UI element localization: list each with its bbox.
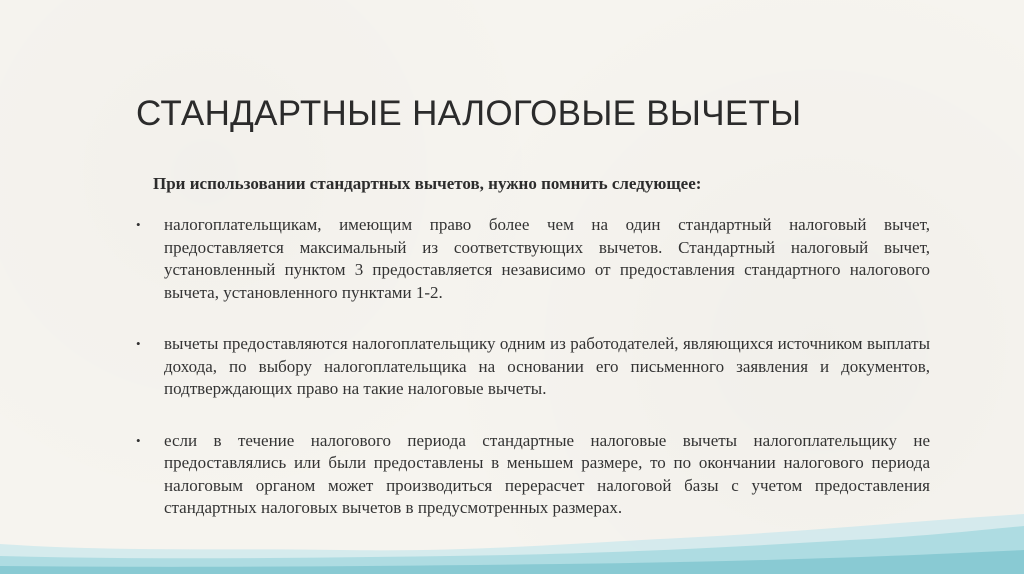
bullet-text: вычеты предоставляются налогоплательщику одним из работодателей, являющихся источником выплаты дохода, по выбору налогоплательщика на основании его письменного заявления и документов, подтверждающих право на такие налоговые вычеты. xyxy=(164,334,930,398)
bullet-icon: • xyxy=(136,336,141,351)
bullet-icon: • xyxy=(136,217,141,232)
bullet-text: налогоплательщикам, имеющим право более чем на один стандартный налоговый вычет, предоставляется максимальный из соответствующих вычетов. Стандартный налоговый вычет, установленный пунктом 3 предоставляется независимо от предоставления стандартного налогового вычета, установленного пунктами 1-2. xyxy=(164,215,930,302)
bullet-list xyxy=(134,214,930,549)
list-item xyxy=(134,333,930,401)
list-item xyxy=(134,214,930,304)
watercolor-wave-decoration xyxy=(0,504,1024,574)
slide-title: СТАНДАРТНЫЕ НАЛОГОВЫЕ ВЫЧЕТЫ xyxy=(136,94,802,133)
bullet-icon: • xyxy=(136,432,141,448)
intro-text: При использовании стандартных вычетов, нужно помнить следующее: xyxy=(153,174,702,193)
bullet-text: если в течение налогового периода стандартные налоговые вычеты налогоплательщику не предоставлялись или были предоставлены в меньшем размере, то по окончании налогового периода налоговым органом может производиться перерасчет налоговой базы с учетом предоставления стандартных налоговых вычетов в предусмотренных размерах. xyxy=(164,430,930,517)
